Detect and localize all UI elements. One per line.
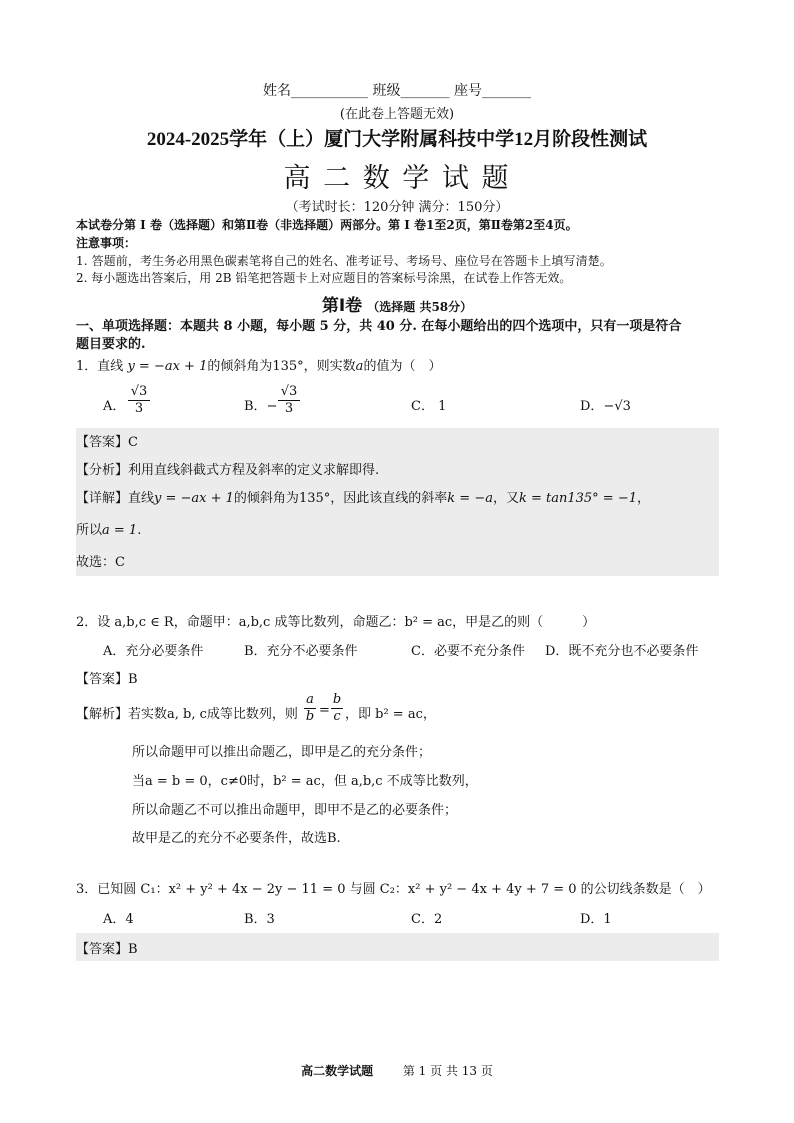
- q1-conclusion: 所以a = 1.: [76, 523, 142, 538]
- q1-number: 1．: [76, 359, 98, 374]
- page-footer: [0, 1062, 794, 1079]
- notice-item-2: 2. 每小题选出答案后，用 2B 铅笔把答题卡上对应题目的答案标号涂黑，在试卷上作答无效。: [76, 271, 572, 285]
- paper-structure: 本试卷分第 I 卷（选择题）和第Ⅱ卷（非选择题）两部分。第 I 卷1至2页，第Ⅱ卷第2至4页。: [76, 218, 578, 232]
- q3-option-d: D．1: [580, 912, 612, 927]
- q1-stem: 1．直线 y = −ax + 1的倾斜角为135°，则实数a的值为（ ）: [76, 359, 442, 374]
- footer-subject: 高二数学试题: [301, 1064, 374, 1078]
- q1-option-a-fraction: √3 3: [128, 385, 150, 416]
- q3-option-a: A．4: [103, 912, 134, 927]
- q3-option-b: B．3: [244, 912, 275, 927]
- section-instruction-line1: 一、单项选择题：本题共 8 小题，每小题 5 分，共 40 分. 在每小题给出的四个选项中，只有一项是符合: [76, 319, 682, 334]
- q2-option-d: D．既不充分也不必要条件: [545, 644, 699, 659]
- notice-title: 注意事项：: [76, 236, 137, 250]
- q2-option-b: B．充分不必要条件: [244, 644, 358, 659]
- q2-analysis-line3: 当a = b = 0，c≠0时，b² = ac，但 a,b,c 不成等比数列，: [132, 774, 478, 789]
- q1-option-b-fraction: √3 3: [278, 385, 300, 416]
- q1-option-a-label: A．: [103, 399, 126, 414]
- school-title: 2024-2025学年（上）厦门大学附属科技中学12月阶段性测试: [146, 129, 648, 150]
- q1-choice: 故选：C: [76, 555, 125, 570]
- q1-equation: y = −ax + 1: [127, 359, 208, 374]
- q2-option-a: A．充分必要条件: [103, 644, 204, 659]
- q1-answer: 【答案】C: [76, 435, 138, 450]
- footer-page-number: 第 1 页 共 13 页: [402, 1064, 493, 1078]
- q2-analysis-end: ，即 b² = ac，: [345, 707, 436, 722]
- q2-stem: 2．设 a,b,c ∈ R，命题甲：a,b,c 成等比数列，命题乙：b² = ac，甲是乙的则（ ）: [76, 615, 596, 630]
- q2-equal-sign: =: [319, 703, 330, 718]
- q3-stem: 3．已知圆 C₁：x² + y² + 4x − 2y − 11 = 0 与圆 C₂：x² + y² − 4x + 4y + 7 = 0 的公切线条数是（ ）: [76, 882, 711, 897]
- q1-detail: 【详解】直线y = −ax + 1的倾斜角为135°，因此该直线的斜率k = −a，又k = tan135° = −1，: [76, 491, 651, 506]
- q3-answer: 【答案】B: [76, 942, 138, 957]
- q2-analysis-line5: 故甲是乙的充分不必要条件，故选B.: [132, 831, 341, 846]
- section-heading: [0, 291, 794, 316]
- exam-info: （考试时长：120分钟 满分：150分）: [285, 200, 509, 215]
- q1-analysis: 【分析】利用直线斜截式方程及斜率的定义求解即得.: [76, 463, 380, 478]
- invalid-note: (在此卷上答题无效): [339, 107, 455, 122]
- q3-option-c: C．2: [411, 912, 443, 927]
- q2-analysis-line4: 所以命题乙不可以推出命题甲，即甲不是乙的必要条件；: [132, 803, 458, 818]
- q1-option-d: D．−√3: [580, 399, 631, 414]
- section-title: 第Ⅰ卷: [321, 296, 363, 316]
- paper-title: 高 二 数 学 试 题: [283, 163, 511, 194]
- q3-number: 3．: [76, 882, 98, 897]
- q2-analysis-start: 【解析】若实数a, b, c成等比数列，则: [76, 707, 298, 722]
- q2-analysis-line2: 所以命题甲可以推出命题乙，即甲是乙的充分条件；: [132, 745, 432, 760]
- q1-option-b-label: B．−: [244, 399, 278, 414]
- student-info-fields: 姓名___________ 班级_______ 座号_______: [263, 83, 531, 99]
- q2-fraction-b-c: b c: [332, 692, 342, 724]
- q3-answer-block: [76, 933, 719, 961]
- q1-option-c: C． 1: [411, 399, 447, 414]
- q2-option-c: C．必要不充分条件: [411, 644, 525, 659]
- section-subtitle: （选择题 共58分）: [367, 300, 473, 314]
- q2-fraction-a-b: a b: [305, 692, 315, 724]
- notice-item-1: 1. 答题前，考生务必用黑色碳素笔将自己的姓名、准考证号、考场号、座位号在答题卡上填写清楚。: [76, 254, 612, 268]
- q2-number: 2．: [76, 615, 98, 630]
- q2-answer: 【答案】B: [76, 672, 138, 687]
- section-instruction-line2: 题目要求的.: [76, 337, 146, 352]
